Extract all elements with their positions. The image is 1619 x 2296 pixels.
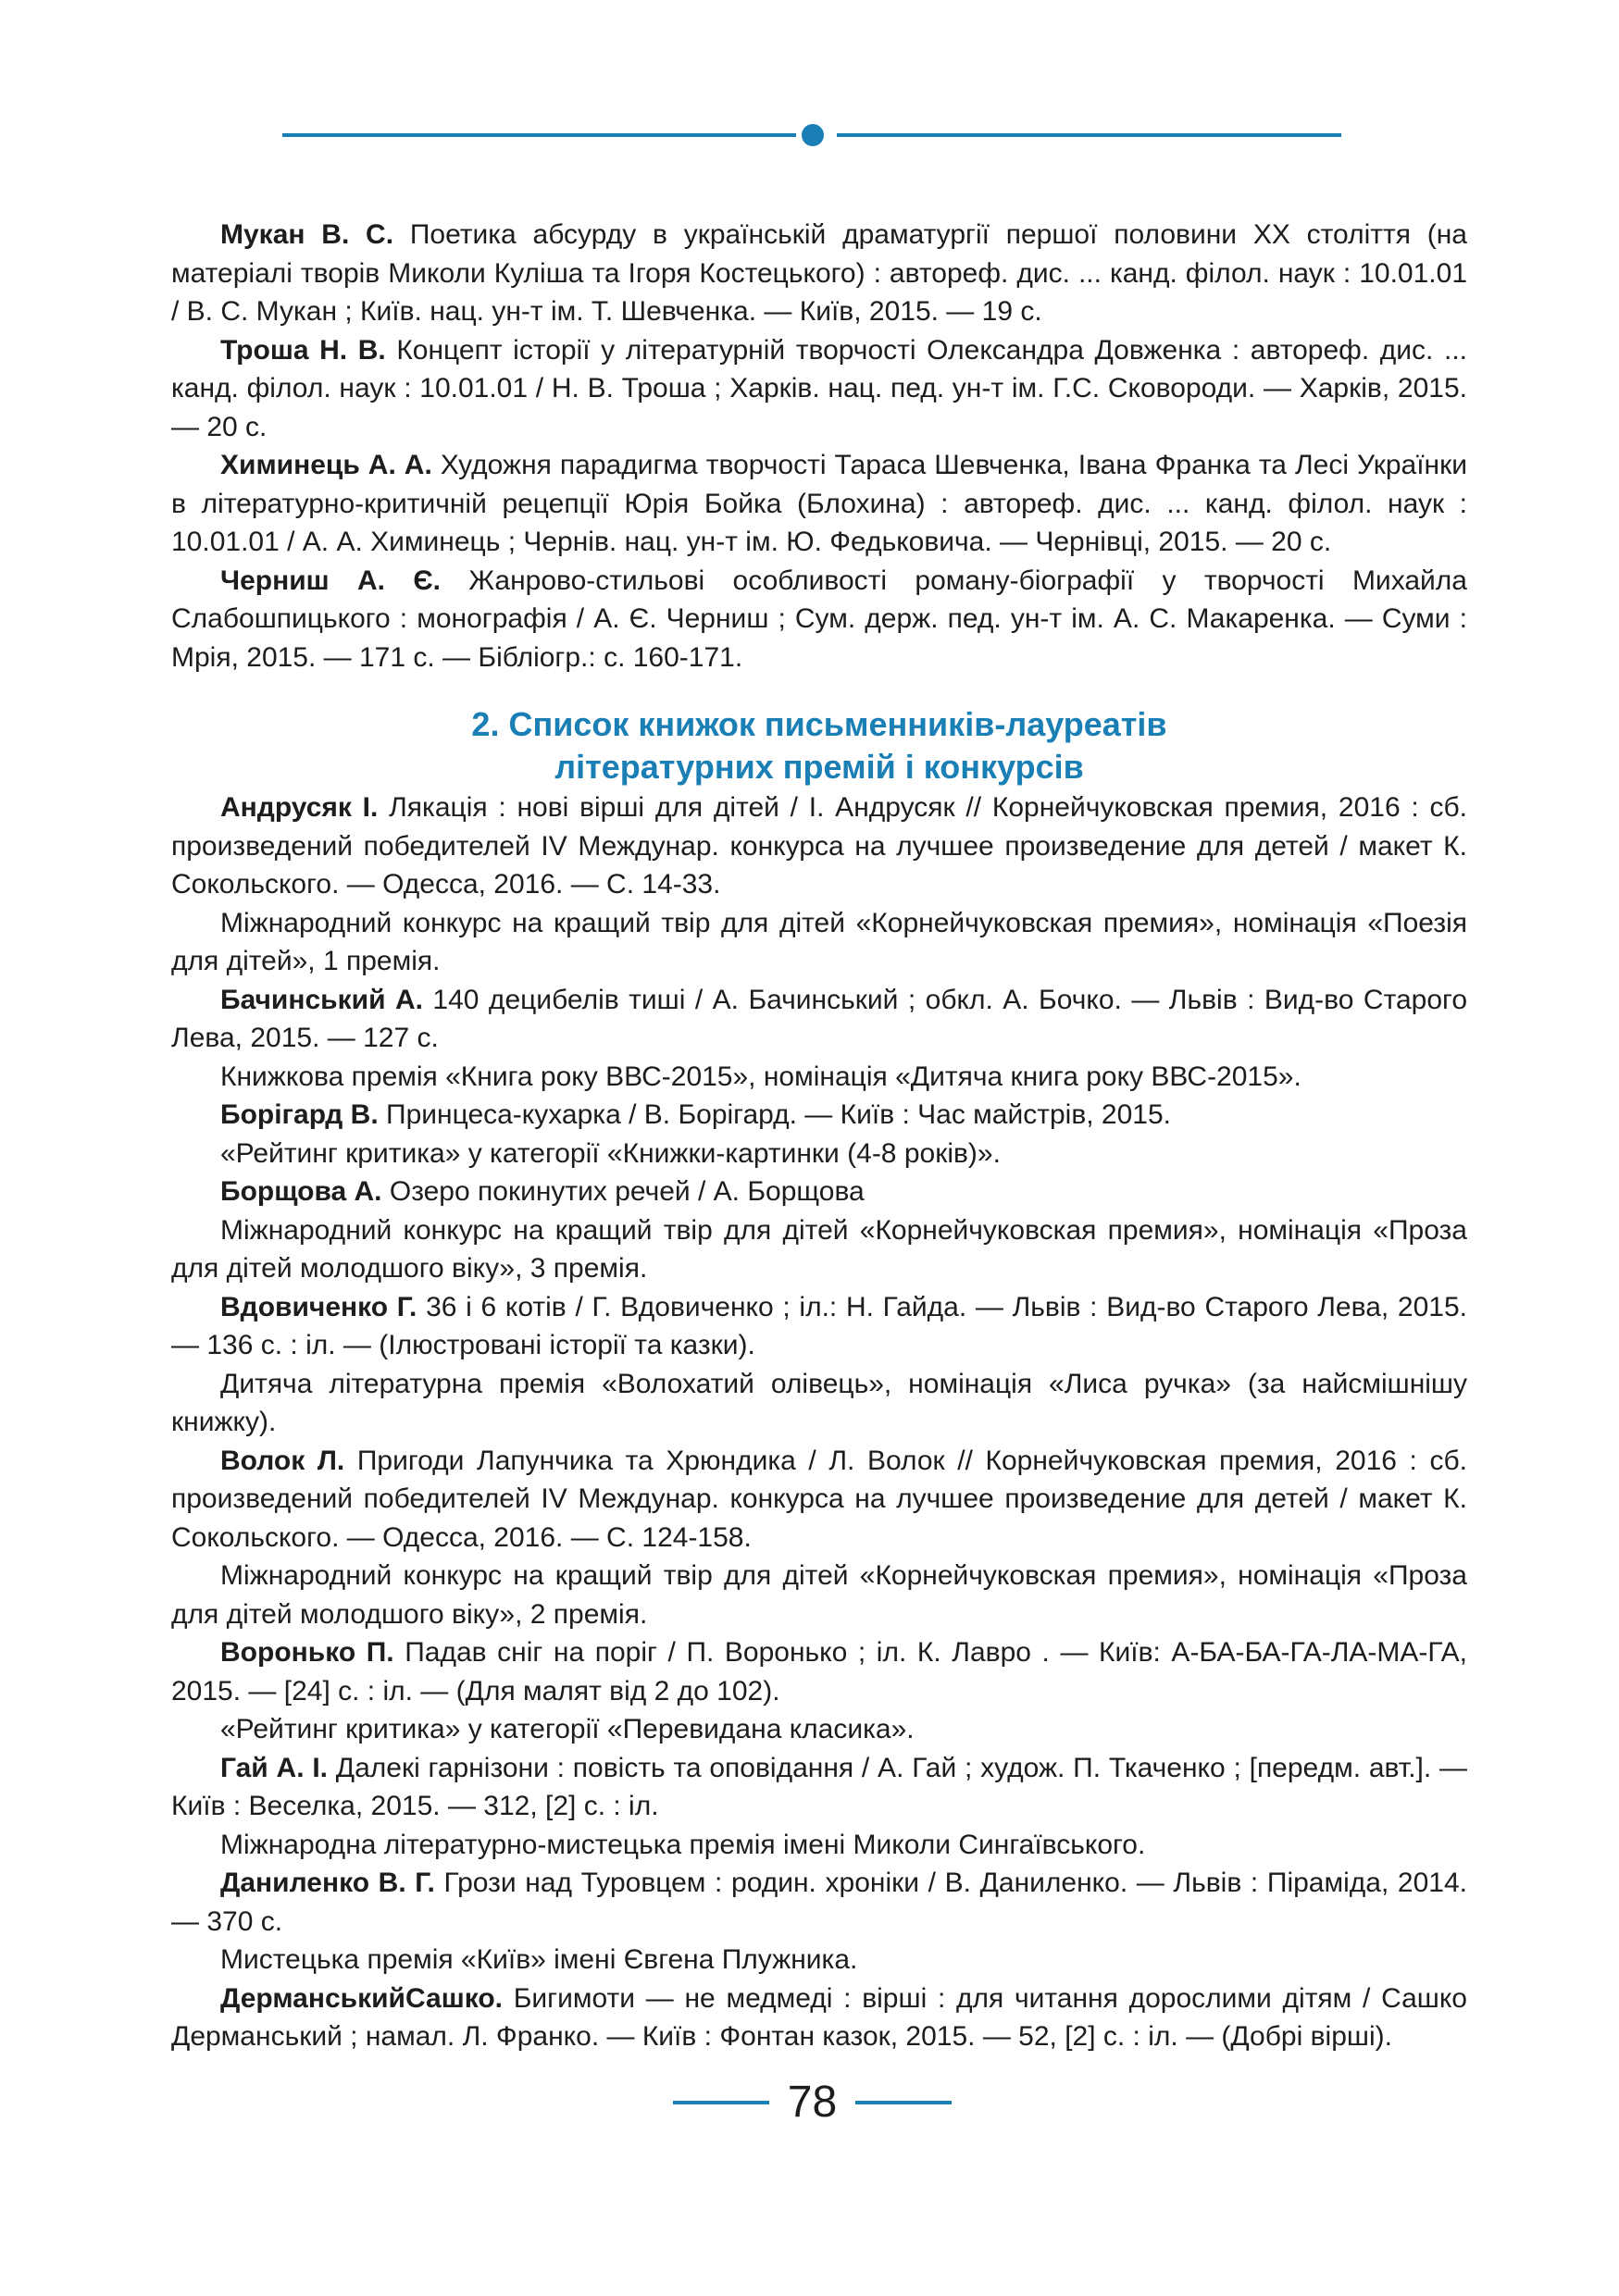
bibliography-entry bbox=[171, 446, 1467, 562]
entry-author: Бачинський А. bbox=[220, 984, 423, 1015]
section-heading-line-1: 2. Список книжок письменників-лауреатів bbox=[471, 705, 1167, 743]
entry-text: 36 і 6 котів / Г. Вдовиченко ; іл.: Н. Гайда. — Львів : Вид-во Старого Лева, 2015. — 136 с. : іл. — (Ілюстровані історії та казки). bbox=[171, 1291, 1468, 1360]
entry-text: Художня парадигма творчості Тараса Шевченка, Івана Франка та Лесі Українки в літературно-критичній рецепції Юрія Бойка (Блохина) : автореф. дис. ... канд. філол. наук : 10.01.01 / А. А. Химинець ; Чернів. нац. ун-т ім. Ю. Федьковича. — Чернівці, 2015. — 20 с. bbox=[171, 450, 1467, 557]
section-heading-line-2: літературних премій і конкурсів bbox=[554, 748, 1084, 786]
header-rule-right bbox=[837, 133, 1341, 137]
entry-text: Озеро покинутих речей / А. Борщова bbox=[381, 1176, 865, 1207]
entry-author: ДерманськийСашко. bbox=[220, 1982, 503, 2014]
award-note: Міжнародний конкурс на кращий твір для дітей «Корнейчуковская премия», номінація «Проза для дітей молодшого віку», 2 премія. bbox=[171, 1560, 1467, 1630]
bibliography-entry bbox=[171, 1633, 1467, 1710]
entry-author: Волок Л. bbox=[220, 1445, 345, 1476]
entry-text: Бигимоти — не медмеді : вірші : для читання дорослими дітям / Сашко Дерманський ; намал. Л. Франко. — Київ : Фонтан казок, 2015. — 52, [2] с. : іл. — (Добрі вірші). bbox=[171, 1982, 1467, 2052]
entry-text: Далекі гарнізони : повість та оповідання / А. Гай ; худож. П. Ткаченко ; [передм. авт.]. — Київ : Веселка, 2015. — 312, [2] с. : іл. bbox=[171, 1752, 1468, 1821]
entry-author: Химинець А. А. bbox=[220, 450, 432, 480]
bibliography-entry bbox=[171, 1096, 1467, 1135]
entry-author: Вдовиченко Г. bbox=[220, 1291, 417, 1322]
bibliography-entry bbox=[171, 1864, 1467, 1941]
entry-author: Даниленко В. Г. bbox=[220, 1868, 435, 1898]
entry-author: Борігард В. bbox=[220, 1099, 379, 1130]
award-note: Дитяча літературна премія «Волохатий олівець», номінація «Лиса ручка» (за найсмішнішу книжку). bbox=[171, 1368, 1467, 1437]
bibliography-entry bbox=[171, 1173, 1467, 1211]
bibliography-entry bbox=[171, 562, 1467, 677]
footer-rule-left bbox=[673, 2101, 769, 2104]
award-note: «Рейтинг критика» у категорії «Перевидана класика». bbox=[220, 1714, 915, 1744]
entry-author: Борщова А. bbox=[220, 1176, 382, 1207]
award-note: Книжкова премія «Книга року ВВС-2015», номінація «Дитяча книга року ВВС-2015». bbox=[220, 1061, 1301, 1092]
entry-author: Черниш А. Є. bbox=[220, 565, 442, 596]
entry-author: Андрусяк І. bbox=[220, 792, 379, 823]
header-rule-left bbox=[282, 133, 796, 137]
bibliography-entry bbox=[171, 1288, 1467, 1365]
entry-text: Пригоди Лапунчика та Хрюндика / Л. Волок // Корнейчуковская премия, 2016 : сб. произведений победителей IV Междунар. конкурса на лучшее произведение для детей / макет К. Сокольского. — Одесса, 2016. — С. 124-158. bbox=[171, 1445, 1467, 1553]
header-dot-ornament bbox=[802, 124, 824, 146]
award-note: Міжнародний конкурс на кращий твір для дітей «Корнейчуковская премия», номінація «Проза для дітей молодшого віку», 3 премія. bbox=[171, 1214, 1467, 1284]
footer-rule-right bbox=[855, 2101, 952, 2104]
bibliography-content bbox=[171, 216, 1467, 2056]
entry-text: Принцеса-кухарка / В. Борігард. — Київ : Час майстрів, 2015. bbox=[378, 1099, 1172, 1130]
entry-text: Жанрово-стильові особливості роману-біографії у творчості Михайла Слабошпицького : монографія / А. Є. Черниш ; Сум. держ. пед. ун-т ім. А. С. Макаренка. — Суми : Мрія, 2015. — 171 с. — Бібліогр.: с. 160-171. bbox=[171, 565, 1467, 673]
entry-text: Поетика абсурду в українській драматургії першої половини XX століття (на матеріалі творів Миколи Куліша та Ігоря Костецького) : автореф. дис. ... канд. філол. наук : 10.01.01 / В. С. Мукан ; Київ. нац. ун-т ім. Т. Шевченка. — Київ, 2015. — 19 с. bbox=[171, 219, 1467, 327]
bibliography-entry bbox=[171, 331, 1467, 447]
page-number: 78 bbox=[787, 2078, 838, 2127]
entry-text: Концепт історії у літературній творчості Олександра Довженка : автореф. дис. ... канд. філол. наук : 10.01.01 / Н. В. Троша ; Харків. нац. пед. ун-т ім. Г.С. Сковороди. — Харків, 2015. — 20 с. bbox=[171, 334, 1467, 442]
entry-author: Троша Н. В. bbox=[220, 334, 386, 366]
bibliography-entry bbox=[171, 216, 1467, 331]
entry-text: Падав сніг на поріг / П. Воронько ; іл. К. Лавро . — Київ: А-БА-БА-ГА-ЛА-МА-ГА, 2015. — [24] с. : іл. — (Для малят від 2 до 102). bbox=[171, 1637, 1467, 1706]
award-note: Міжнародний конкурс на кращий твір для дітей «Корнейчуковская премия», номінація «Поезія для дітей», 1 премія. bbox=[171, 907, 1467, 976]
bibliography-entry bbox=[171, 1749, 1467, 1826]
entry-author: Мукан В. С. bbox=[220, 219, 394, 250]
section-heading bbox=[171, 703, 1467, 788]
award-note: «Рейтинг критика» у категорії «Книжки-картинки (4-8 років)». bbox=[220, 1137, 1001, 1169]
entry-author: Гай А. І. bbox=[220, 1752, 328, 1783]
entry-text: 140 децибелів тиші / А. Бачинський ; обкл. А. Бочко. — Львів : Вид-во Старого Лева, 2015. — 127 с. bbox=[171, 984, 1468, 1053]
entry-author: Воронько П. bbox=[220, 1637, 394, 1668]
bibliography-entry bbox=[171, 1980, 1467, 2056]
entry-text: Грози над Туровцем : родин. хроніки / В. Даниленко. — Львів : Піраміда, 2014. — 370 с. bbox=[171, 1868, 1467, 1937]
bibliography-entry bbox=[171, 788, 1467, 904]
bibliography-entry bbox=[171, 981, 1467, 1058]
award-note: Мистецька премія «Київ» імені Євгена Плужника. bbox=[220, 1944, 858, 1975]
award-note: Міжнародна літературно-мистецька премія імені Миколи Сингаївського. bbox=[220, 1829, 1146, 1860]
bibliography-entry bbox=[171, 1442, 1467, 1558]
entry-text: Лякація : нові вірші для дітей / І. Андрусяк // Корнейчуковская премия, 2016 : сб. произведений победителей IV Междунар. конкурса на лучшее произведение для детей / макет К. Сокольского. — Одесса, 2016. — С. 14-33. bbox=[171, 792, 1468, 900]
